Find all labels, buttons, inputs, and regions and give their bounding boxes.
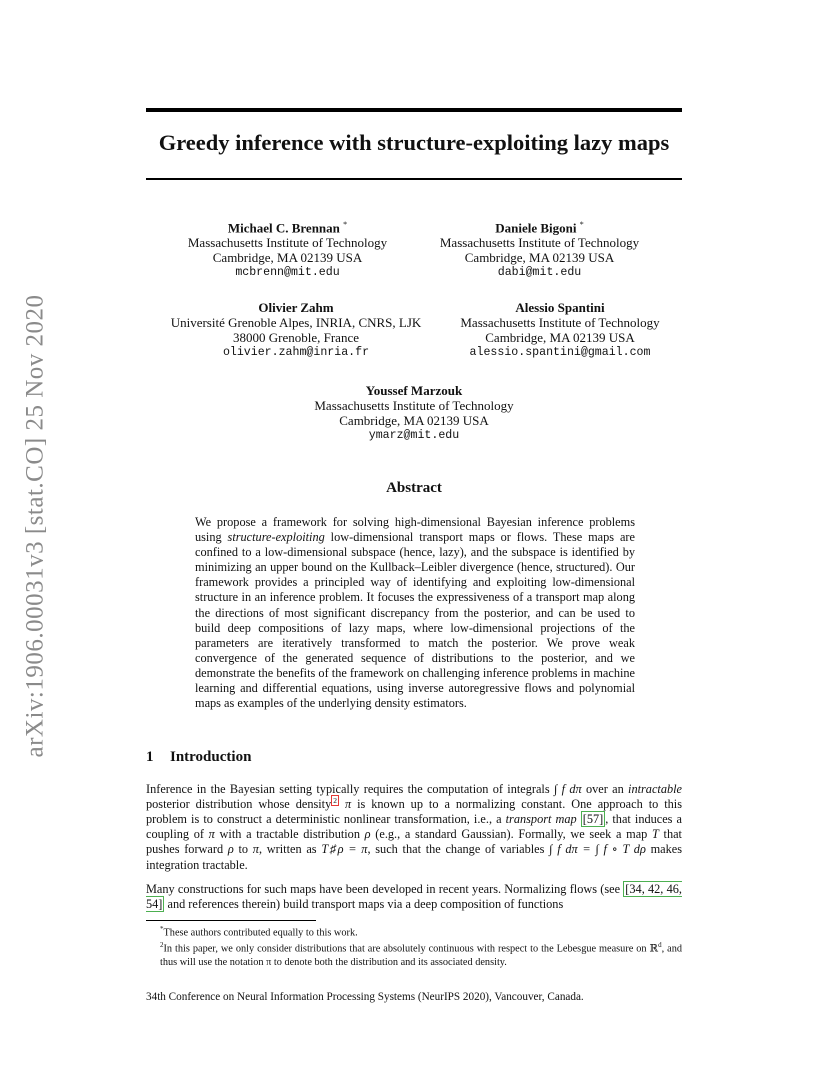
intro-paragraph-1: Inference in the Bayesian setting typically requires the computation of integrals ∫ f dπ over an intractable posterior distribution whose density $^2$ π is known up to a normalizing constant. One approach to this problem is to construct a deterministic nonlinear transformation, i.e., a transport map [57] , that induces a coupling of π with a tractable distribution ρ (e.g., a standard Gaussian). Formally, we seek a map T that pushes forward ρ to π, written as T♯ρ = π, such that the change of variables ∫ f dπ = ∫ f ∘ T dρ makes integration tractable. [146,782,683,872]
citation-link-group[interactable]: [34, 42, 46, 54] [146,882,682,912]
paper-title: Greedy inference with structure-exploiting lazy maps [158,130,670,155]
author-affiliation: Massachusetts Institute of Technology [460,315,660,330]
author-block-brennan [170,217,405,280]
equal-contribution-mark: * [343,220,348,229]
abstract-text: We propose a framework for solving high-dimensional Bayesian inference problems using structure-exploiting low-dimensional transport maps or flows. These maps are confined to a low-dimensional subspace (hence, lazy), and the subspace is identified by minimizing an upper bound on the Kullback–Leibler divergence (hence, structured). Our framework provides a principled way of identifying and exploiting low-dimensional structure in an inference problem. It focuses the expressiveness of a transport map along the directions of most significant discrepancy from the posterior, and can be used to build deep compositions of lazy maps, where low-dimensional projections of the parameters are iteratively transformed to match the posterior. We prove weak convergence of the generated sequence of distributions to the posterior, and we demonstrate the benefits of the framework on challenging inference problems in machine learning and differential equations, using inverse autoregressive flows and polynomial maps as examples of the underlying density estimators. [195,515,635,711]
conference-venue-footer: 34th Conference on Neural Information Processing Systems (NeurIPS 2020), Vancouver, Canada. [146,991,584,1003]
author-address: Cambridge, MA 02139 USA [485,330,635,345]
author-affiliation: Massachusetts Institute of Technology [314,398,514,413]
author-address: 38000 Grenoble, France [233,330,359,345]
footnote-2: $^2$In this paper, we only consider distributions that are absolutely continuous with respect to the Lebesgue measure on ℝ$^d$, and thus will use the notation π to denote both the distribution and its associated density. [160,941,682,968]
author-email: mcbrenn@mit.edu [235,266,340,280]
author-block-zahm [160,300,432,360]
author-email: olivier.zahm@inria.fr [222,346,370,359]
author-block-marzouk [294,383,534,443]
abstract-heading: Abstract [386,480,442,496]
author-address: Cambridge, MA 02139 USA [464,250,615,266]
title-top-rule [146,108,682,112]
author-address: Cambridge, MA 02139 USA [339,413,489,428]
footnote-equal-contribution: *These authors contributed equally to this work. [160,925,358,939]
author-affiliation: Université Grenoble Alpes, INRIA, CNRS, LJK [170,315,422,330]
citation-link[interactable]: [57] [582,812,604,827]
arxiv-identifier-stamp [16,276,56,776]
author-email: alessio.spantini@gmail.com [469,346,651,359]
footnotes [146,923,682,969]
author-email: ymarz@mit.edu [368,429,460,442]
author-name: Michael C. Brennan [227,220,340,236]
section-number: 1 [146,749,154,765]
equal-contribution-mark: * [579,220,584,229]
author-email: dabi@mit.edu [497,266,582,280]
title-bottom-rule [146,178,682,180]
author-name: Alessio Spantini [515,300,605,315]
author-name: Youssef Marzouk [365,383,463,398]
arxiv-identifier-text: arXiv:1906.00031v3 [stat.CO] 25 Nov 2020 [22,294,49,758]
section-title: Introduction [170,749,252,765]
author-affiliation: Massachusetts Institute of Technology [439,235,640,251]
footnote-rule [146,920,316,921]
footnote-link-2[interactable]: 2 [333,796,337,806]
section-heading-introduction [146,749,251,766]
author-block-spantini [440,300,680,360]
author-name: Olivier Zahm [258,300,334,315]
intro-paragraph-2: Many constructions for such maps have been developed in recent years. Normalizing flows (see [34, 42, 46, 54] and references therein) build transport maps via a deep composition of functions [146,882,682,912]
author-name: Daniele Bigoni [495,220,577,236]
author-block-bigoni [422,217,657,280]
author-address: Cambridge, MA 02139 USA [212,250,363,266]
author-affiliation: Massachusetts Institute of Technology [187,235,388,251]
